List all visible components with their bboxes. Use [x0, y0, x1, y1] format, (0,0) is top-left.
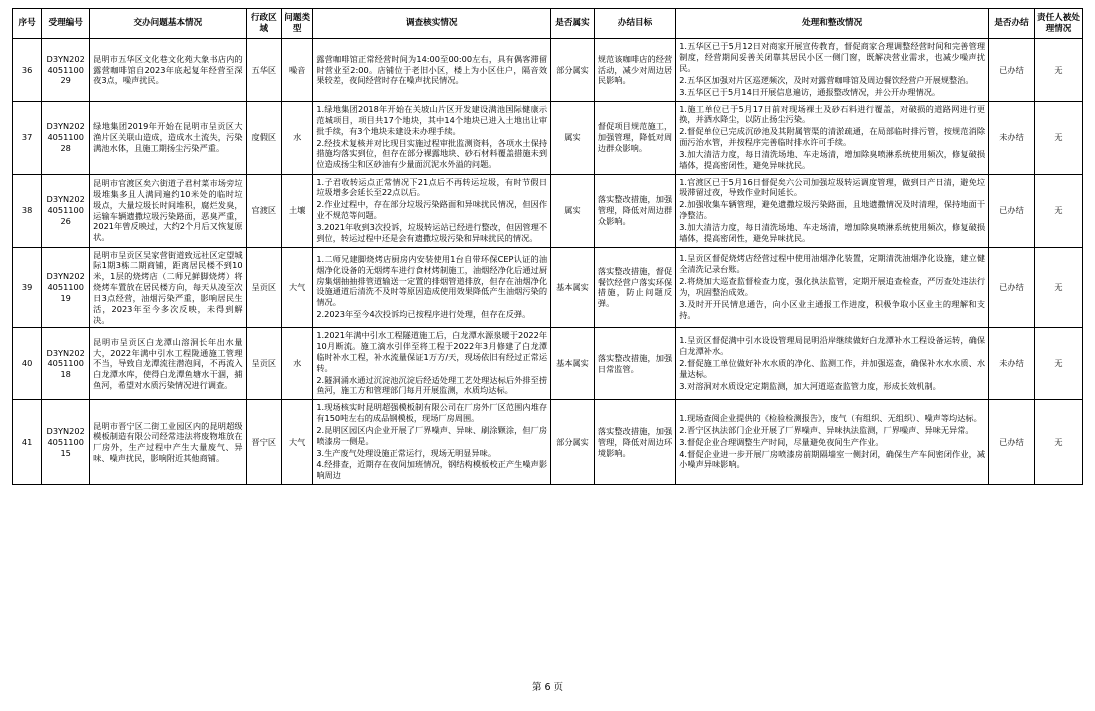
- cell-is-true: 基本属实: [551, 247, 595, 328]
- cell-basic: 绿地集团2019年开始在昆明市呈贡区大渔片区关联山造成，造成水土流失，污染满池水体，且施工期扬尘污染严重。: [90, 101, 246, 174]
- cell-area: 度假区: [246, 101, 281, 174]
- cell-handle: 1.呈贡区督促满中引水设设管理局昆明沿岸继续做好白龙潭补水工程设备运转，确保白龙潭补水。 2.督促施工单位做好补水水质的净化、监测工作，并加强巡查，确保补水水水质、水量达标。 3.对溶洞对水质设定定期监测，加大河道巡查监管力度，形成长效机制。: [676, 328, 989, 400]
- header-goal: 办结目标: [594, 9, 675, 39]
- header-type: 问题类型: [282, 9, 313, 39]
- cell-type: 水: [282, 328, 313, 400]
- table-row: [13, 101, 1083, 174]
- cell-code: D3YN202405110019: [42, 247, 90, 328]
- cell-verify: 1.子君收转运点正常情况下21点后不再转运垃圾，有时节假日垃圾增多会延长至22点以后。 2.作业过程中，存在部分垃圾污染路面和异味扰民情况，但因作业不规范等问题。 3.2021年收到3次投诉，垃圾转运站已经进行整改，但因管理不到位，转运过程中还是会有遗撒垃圾污染和异味扰民的情况。: [313, 174, 551, 247]
- cell-type: 大气: [282, 400, 313, 485]
- cell-is-true: 属实: [551, 101, 595, 174]
- cell-basic: 昆明市官渡区矣六街道子君村菜市场旁垃圾堆集多且人满同遍约10米处的临时垃圾点，大量垃圾长时间堆积，腐烂发臭，运输车辆遗撒垃圾污染路面，恶臭严重，2021年曾反映过，大约2个月后又恢复原状。: [90, 174, 246, 247]
- cell-type: 土壤: [282, 174, 313, 247]
- cell-is-true: 属实: [551, 174, 595, 247]
- header-basic: 交办问题基本情况: [90, 9, 246, 39]
- table-row: [13, 247, 1083, 328]
- cell-handle: 1.呈贡区督促烧烤店经营过程中使用油烟净化装置，定期清洗油烟净化设施，建立健全清洗记录台账。 2.将烧加大巡查监督检查力度，强化执法监管，定期开展追查检查，严厉查处违法行为，巩固整治成效。 3.及时开开民情息通告，向小区业主通报工作进度，积极争取小区业主的理解和支持。: [676, 247, 989, 328]
- cell-responsible: 无: [1034, 174, 1082, 247]
- cell-index: 41: [13, 400, 42, 485]
- cell-is-true: 部分属实: [551, 400, 595, 485]
- cell-is-true: 部分属实: [551, 39, 595, 101]
- cell-code: D3YN202405110029: [42, 39, 90, 101]
- cell-verify: 1.2021年满中引水工程隧道施工后，白龙潭水源泉暖于2022年10月断流。施工滴水引伴至将工程于2022年3月修建了白龙潭临时补水工程，补水流量保证1万方/天，现场依旧有经过正常运转。 2.隧洞涌水通过沉淀池沉淀后经适处理工艺处理达标后外排至捞鱼河，施工方和管理部门每月开展监测，水质均达标。: [313, 328, 551, 400]
- cell-basic: 昆明市晋宁区二街工业园区内的昆明超级模板制造有限公司经常违法将废物堆放在厂房外，生产过程中产生大量废气、异味、噪声扰民，影响附近其他商铺。: [90, 400, 246, 485]
- table-row: [13, 39, 1083, 101]
- cell-type: 噪音: [282, 39, 313, 101]
- table-row: [13, 400, 1083, 485]
- cell-responsible: 无: [1034, 328, 1082, 400]
- header-row: [13, 9, 1083, 39]
- cell-code: D3YN202405110028: [42, 101, 90, 174]
- cell-index: 38: [13, 174, 42, 247]
- table-body: [13, 39, 1083, 485]
- cell-goal: 落实整改措施，加强日常监管。: [594, 328, 675, 400]
- cell-handle: 1.现场查阅企业提供的《检验检测报告》，废气（有组织、无组织）、噪声等均达标。 2.晋宁区执法部门企业开展了厂界噪声、异味执法监测，厂界噪声、异味无异常。 3.督促企业合理调整生产时间，尽量避免夜间生产作业。 4.督促企业进一步开展厂房喷漆房前期隔墙室一侧封闭，确保生产车间密闭作业，减小噪声异味影响。: [676, 400, 989, 485]
- header-index: 序号: [13, 9, 42, 39]
- header-area: 行政区域: [246, 9, 281, 39]
- report-table: [12, 8, 1083, 485]
- cell-goal: 落实整改措施，加强管理，降低对周边环境影响。: [594, 400, 675, 485]
- cell-type: 水: [282, 101, 313, 174]
- cell-done: 已办结: [989, 400, 1035, 485]
- cell-index: 36: [13, 39, 42, 101]
- page-footer: 第 6 页: [531, 682, 564, 693]
- cell-basic: 昆明市五华区文化巷文化苑大象书店内的露营咖啡馆自2023年底起复年经营至深夜3点，噪声扰民。: [90, 39, 246, 101]
- cell-goal: 规范该咖啡店的经营活动，减少对周边居民影响。: [594, 39, 675, 101]
- table-header: [13, 9, 1083, 39]
- cell-done: 已办结: [989, 39, 1035, 101]
- cell-area: 五华区: [246, 39, 281, 101]
- cell-done: 已办结: [989, 247, 1035, 328]
- cell-handle: 1.官渡区已于5月16日督促矣六公司加强垃圾转运调度管理，做到日产日清，避免垃圾滞留过夜，导致作业时间延长。 2.加强收集车辆管理，避免遗撒垃圾污染路面，且地遗撒情况及时清理，保持地面干净整洁。 3.加大清洁力度，每日清洗场地、车走场清，增加除臭喷淋系统使用频次，修复破损墙体，提高密闭性，避免异味扰民。: [676, 174, 989, 247]
- cell-done: 已办结: [989, 174, 1035, 247]
- cell-responsible: 无: [1034, 247, 1082, 328]
- cell-goal: 落实整改措施，加强管理，降低对周边群众影响。: [594, 174, 675, 247]
- cell-area: 晋宁区: [246, 400, 281, 485]
- cell-index: 39: [13, 247, 42, 328]
- header-code: 受理编号: [42, 9, 90, 39]
- cell-index: 37: [13, 101, 42, 174]
- cell-code: D3YN202405110015: [42, 400, 90, 485]
- cell-responsible: 无: [1034, 39, 1082, 101]
- cell-responsible: 无: [1034, 101, 1082, 174]
- cell-type: 大气: [282, 247, 313, 328]
- cell-area: 呈贡区: [246, 247, 281, 328]
- cell-area: 官渡区: [246, 174, 281, 247]
- table-row: [13, 174, 1083, 247]
- cell-done: 未办结: [989, 101, 1035, 174]
- header-verify: 调查核实情况: [313, 9, 551, 39]
- cell-code: D3YN202405110026: [42, 174, 90, 247]
- cell-goal: 督促项目规范施工，加强管理，降低对周边群众影响。: [594, 101, 675, 174]
- cell-code: D3YN202405110018: [42, 328, 90, 400]
- cell-basic: 昆明市呈贡区吴家营街道致远社区定望城际1期3栋二期商铺，距离居民楼不到10米，1层的烧烤店（二师兄鲜脚烧烤）将烧烤车置放在居民楼方向，每天从凌至次日3点经营，油烟污染严重，影响居民生活，2023年至今多次反映，未得到解决。: [90, 247, 246, 328]
- cell-index: 40: [13, 328, 42, 400]
- cell-verify: 1.现场核实时昆明超强模板制有限公司在厂房外厂区范围内堆存有150吨左右的成品钢模板，现场厂房周围。 2.昆明区园区内企业开展了厂界噪声、异味、刷涂颗涂，但厂房喷漆房一侧是。 3.生产废气处理设施正常运行，现场无明显异味。 4.经排查，近期存在夜间加班情况，钢结构模板校正产生噪声影响周边: [313, 400, 551, 485]
- cell-handle: 1.施工单位已于5月17日前对现场裸土及砂石料进行覆盖，对破损的道路网进行更换，并洒水降尘，以防止扬尘污染。 2.督促单位已完成沉砂池及其附属管渠的清淤疏通，在局部临时排污管，按规范消除面污治水管，并按程序完善临时排水许可手续。 3.加大清洁力度，每日清洗场地、车走场清，增加除臭喷淋系统使用频次，修复破损墙体，提高密闭性，避免异味扰民。: [676, 101, 989, 174]
- cell-verify: 露营咖啡馆正常经营时间为14:00至00:00左右，具有偶客滞留时营业至2:00。店铺位于老旧小区，楼上为小区住户，隔音效果较差，夜间经营时存在噪声扰民情况。: [313, 39, 551, 101]
- cell-goal: 落实整改措施，督促餐饮经营户落实环保措施，防止问题反弹。: [594, 247, 675, 328]
- header-done: 是否办结: [989, 9, 1035, 39]
- cell-basic: 昆明市呈贡区白龙潭山溶洞长年出水量大，2022年满中引水工程陇通施工管理不当，导致自龙潭流往潜泡间，不再流入白龙潭水库，使得白龙潭鱼塘水干涸，捕鱼河，希望对水质污染情况进行调查。: [90, 328, 246, 400]
- cell-handle: 1.五华区已于5月12日对商家开展宣传教育，督促商家合理调整经营时间和完善管理制度，经营期间妥善关闭靠其居民小区一侧门窗，既解决营业需求，也减少噪声扰民。 2.五华区加强对片区巡逻频次，及时对露营咖啡馆及周边餐饮经营户开展规整治。 3.五华区已于5月14日开展信息遍访，通报整改情况，并公开办理情况。: [676, 39, 989, 101]
- header-responsible: 责任人被处理情况: [1034, 9, 1082, 39]
- cell-done: 未办结: [989, 328, 1035, 400]
- table-row: [13, 328, 1083, 400]
- cell-is-true: 基本属实: [551, 328, 595, 400]
- header-handle: 处理和整改情况: [676, 9, 989, 39]
- cell-verify: 1.绿地集团2018年开始在关坡山片区开发建设满池国际健康示范城项目，项目共17个地块，其中14个地块已进入土地出让审批手续，有3个地块未建设未办理手续。 2.经技术复核并对比现目实施过程审批监测资料，各项水土保持措施均落实到位，但存在部分裸露地块、砂石材料覆盖措施未到位造成扬尘和区砂油有少量面沉泥水外溢的问题。: [313, 101, 551, 174]
- cell-responsible: 无: [1034, 400, 1082, 485]
- cell-area: 呈贡区: [246, 328, 281, 400]
- cell-verify: 1.二师兄建脚烧烤店厨房内安装使用1台自带环保CEP认证的油烟净化设备的无烟烤车进行食材烤制施工，油烟经净化后通过厨房集烟抽抽排管道输送一定置的排烟管道排放，但存在油烟净化设施通道后清洗不及时等原因造成使用效果降低产生油烟污染的情况。 2.2023年至今4次投诉均已按程序进行处理，但存在反弹。: [313, 247, 551, 328]
- header-is-true: 是否属实: [551, 9, 595, 39]
